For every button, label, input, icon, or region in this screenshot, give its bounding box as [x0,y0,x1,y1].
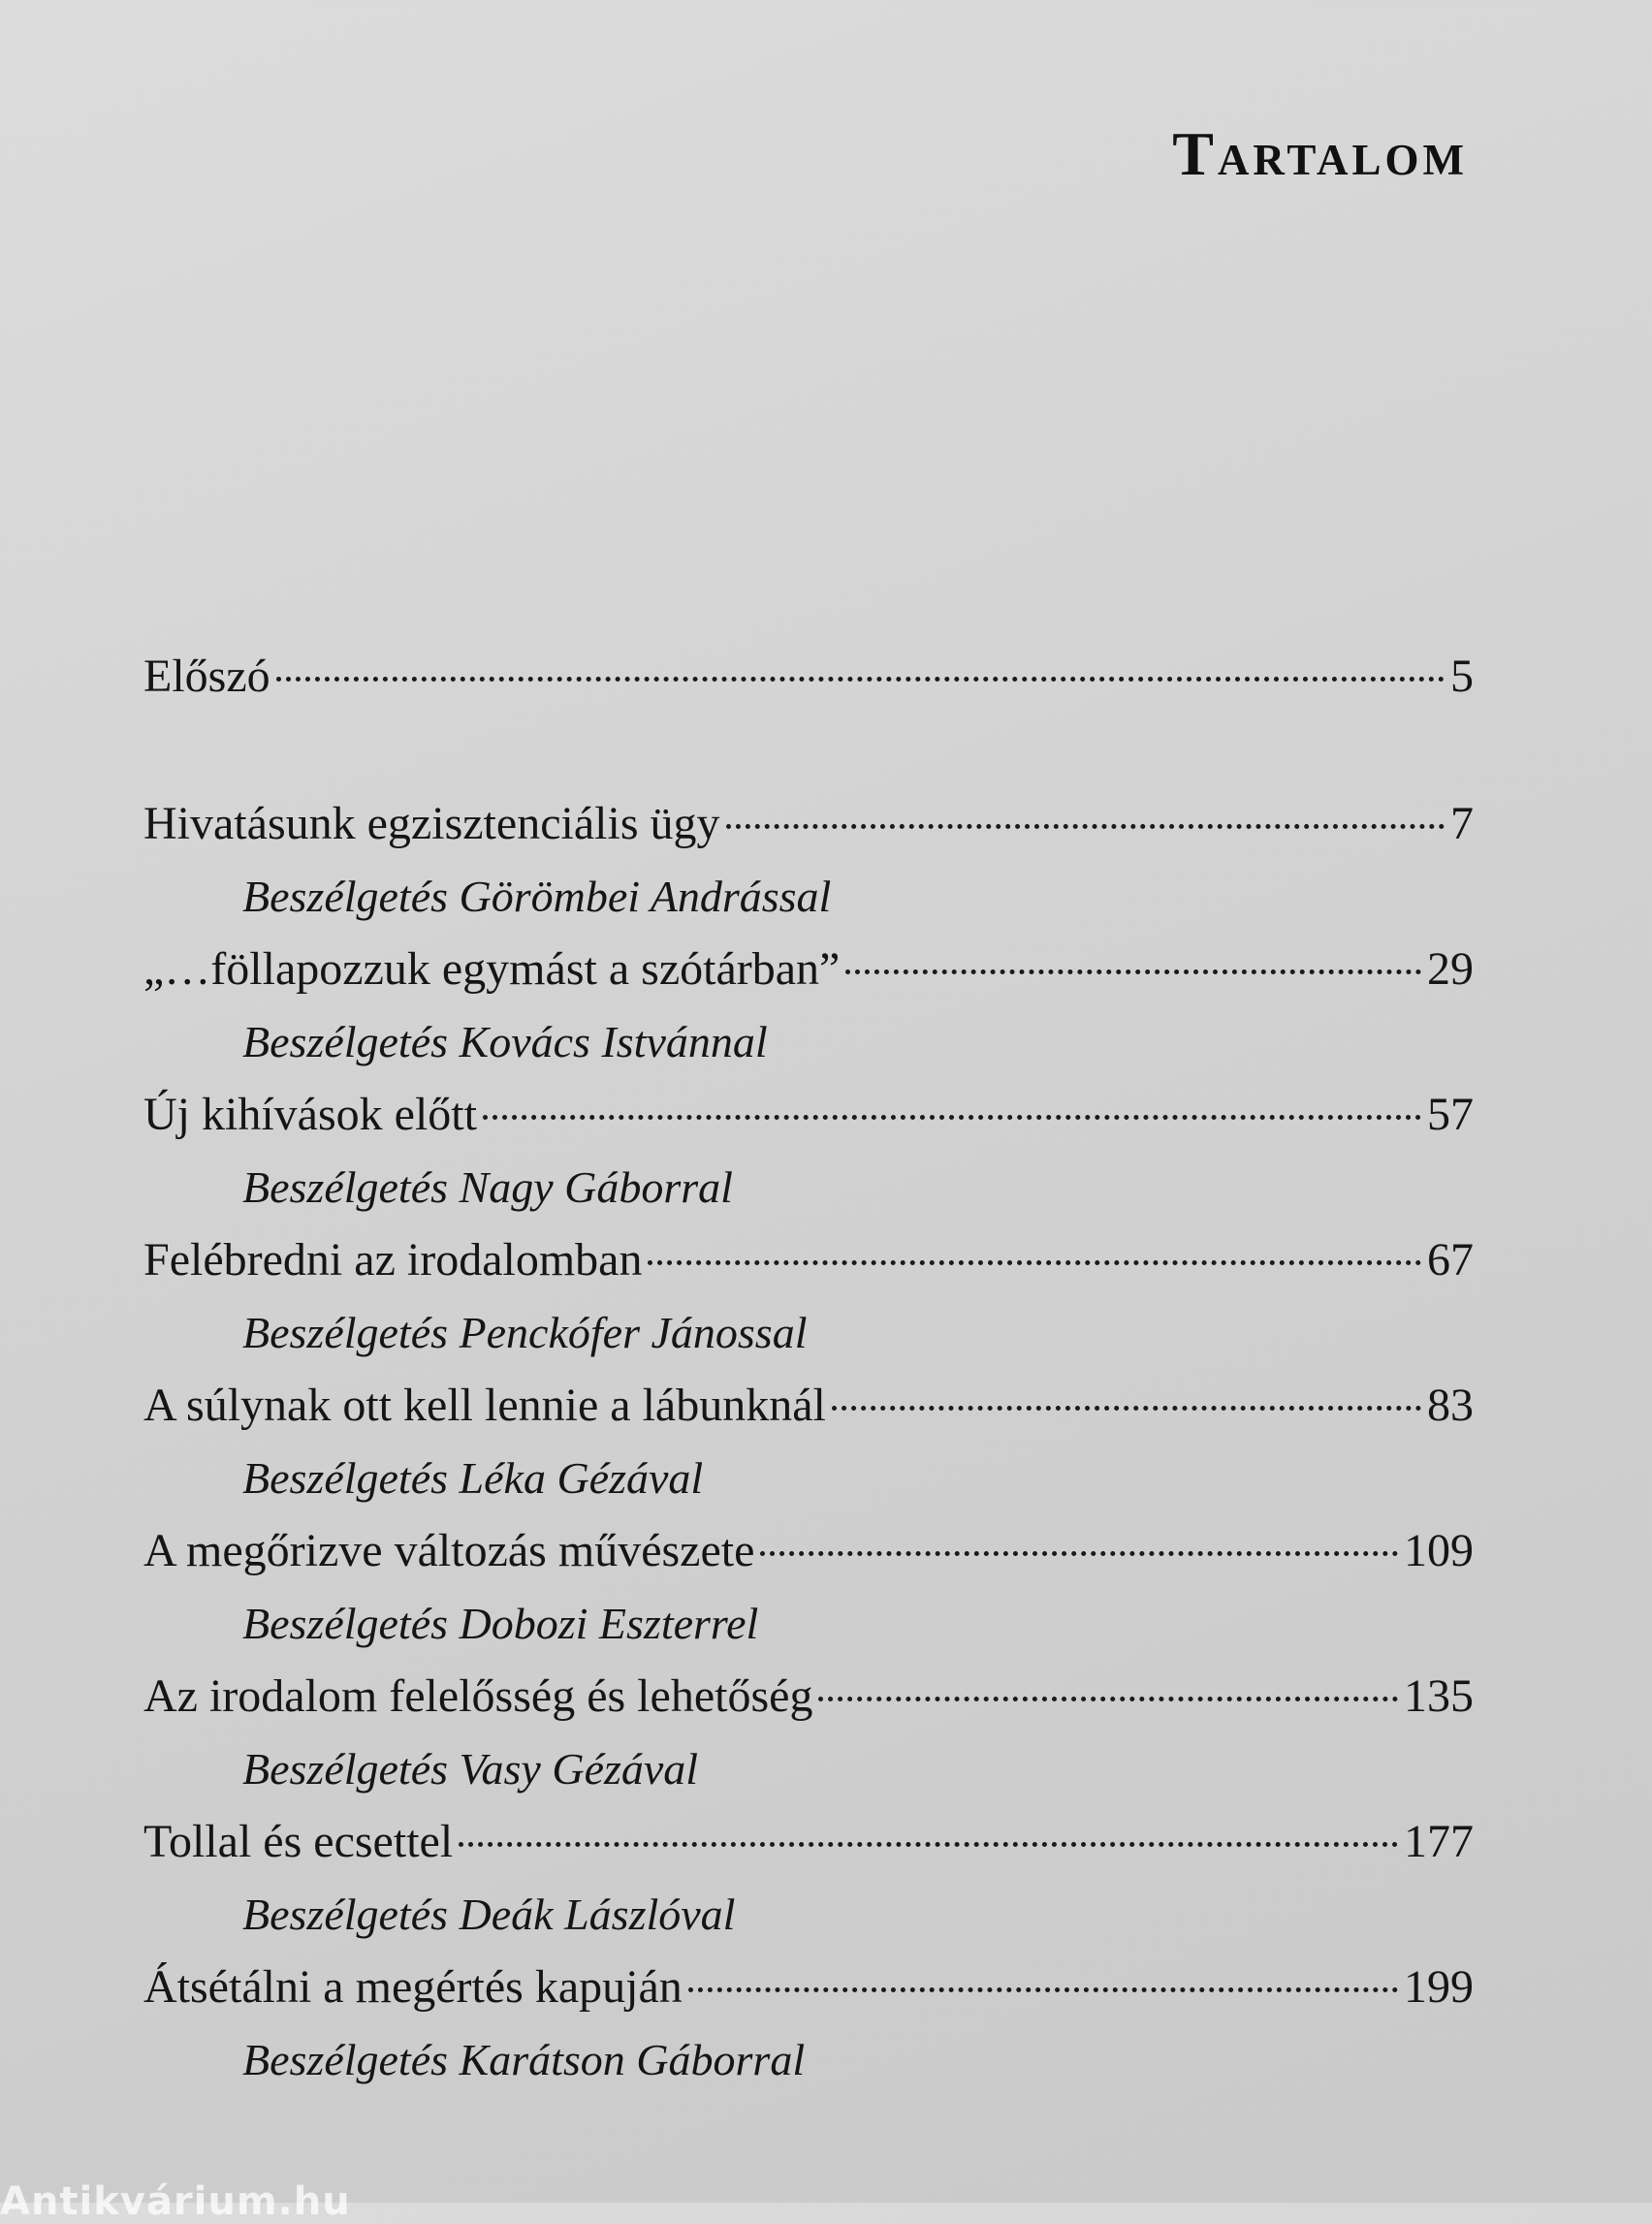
toc-entry-title: Előszó [143,651,270,702]
dot-leader [459,1842,1398,1847]
toc-entry-title: Új kihívások előtt [143,1089,477,1140]
toc-page-number: 57 [1427,1089,1474,1140]
dot-leader [276,677,1445,682]
toc-entry-subtitle: Beszélgetés Kovács Istvánnal [242,1017,768,1066]
toc-page-number: 135 [1404,1670,1474,1722]
toc-entry [143,933,1474,1078]
toc-page-number: 177 [1404,1816,1474,1867]
toc-entry-line [143,640,1474,714]
toc-page-number: 83 [1427,1380,1474,1431]
toc-entry-title: Felébredni az irodalomban [143,1234,643,1286]
toc-entry-subtitle: Beszélgetés Nagy Gáborral [242,1162,733,1212]
toc-page-number: 29 [1427,943,1474,995]
toc-entry [143,1223,1474,1369]
toc-entry-subtitle: Beszélgetés Penckófer Jánossal [242,1308,808,1357]
dot-leader [832,1406,1421,1411]
toc-entry-title: A súlynak ott kell lennie a lábunknál [143,1380,826,1431]
dot-leader [818,1697,1398,1701]
toc-entry-title: Tollal és ecsettel [143,1816,454,1867]
toc-entry-line [143,1514,1474,1588]
dot-leader [845,969,1421,974]
toc-entry-subtitle: Beszélgetés Vasy Gézával [242,1744,699,1794]
toc-entry-line [143,1078,1474,1152]
watermark: Antikvárium.hu [0,2179,351,2224]
toc-entry-line [143,1223,1474,1297]
dot-leader [688,1987,1398,1992]
toc-entry-line [143,933,1474,1006]
toc-page-number: 199 [1404,1961,1474,2013]
dot-leader [648,1260,1421,1265]
toc-entry-line [143,1951,1474,2024]
toc-entry-subtitle: Beszélgetés Görömbei Andrással [242,872,832,921]
toc-entry-subtitle: Beszélgetés Dobozi Eszterrel [242,1599,759,1648]
page-title: Tartalom [1172,119,1468,188]
toc-entry-line [143,1660,1474,1733]
dot-leader [726,824,1446,829]
dot-leader [760,1551,1398,1556]
toc-entry-title: A megőrizve változás művészete [143,1525,755,1576]
toc-page-number: 7 [1450,798,1474,849]
toc-page-number: 67 [1427,1234,1474,1286]
toc-entry-title: „…föllapozzuk egymást a szótárban” [143,943,841,995]
toc-entry [143,1805,1474,1951]
toc-entry-line [143,787,1474,861]
table-of-contents [143,640,1474,2096]
toc-entry-line [143,1369,1474,1443]
toc-entry-title: Átsétálni a megértés kapuján [143,1961,683,2013]
toc-entry-subtitle: Beszélgetés Karátson Gáborral [242,2035,806,2084]
toc-page-number: 5 [1450,651,1474,702]
toc-spacer [143,714,1474,787]
toc-entry [143,1514,1474,1660]
toc-entry-title: Az irodalom felelősség és lehetőség [143,1670,813,1722]
toc-entry [143,1078,1474,1223]
toc-entry [143,787,1474,933]
toc-page-number: 109 [1404,1525,1474,1576]
toc-entry-subtitle: Beszélgetés Deák Lászlóval [242,1890,736,1939]
toc-entry [143,1660,1474,1805]
toc-entry [143,1369,1474,1514]
toc-entry-line [143,1805,1474,1879]
toc-entry [143,640,1474,787]
toc-entry [143,1951,1474,2096]
dot-leader [483,1115,1421,1120]
toc-entry-subtitle: Beszélgetés Léka Gézával [242,1453,704,1503]
toc-entry-title: Hivatásunk egzisztenciális ügy [143,798,720,849]
